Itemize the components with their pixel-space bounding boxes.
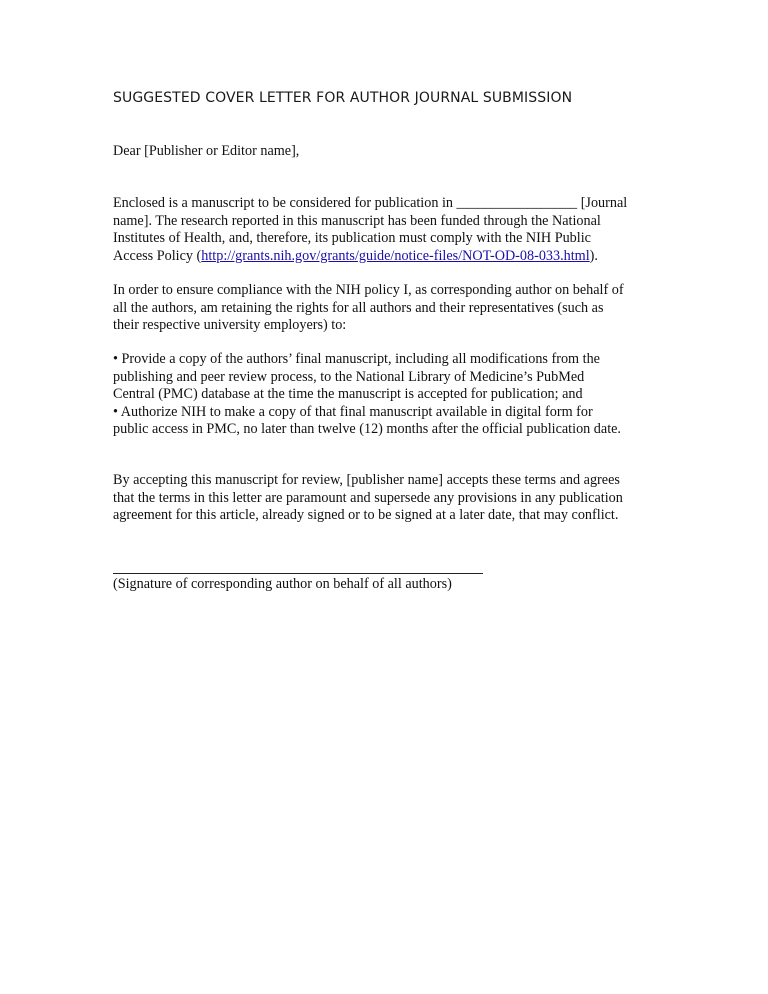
bullet-item-line: • Provide a copy of the authors’ final manuscript, including all modifications from the: [113, 351, 600, 367]
paragraph-line-with-link: [113, 248, 673, 266]
paragraph-line: their respective university employers) to:: [113, 317, 347, 333]
paragraph-line: name]. The research reported in this manuscript has been funded through the National: [113, 212, 601, 229]
bullet-item-line: • Authorize NIH to make a copy of that final manuscript available in digital form for: [113, 403, 593, 420]
document-title: SUGGESTED COVER LETTER FOR AUTHOR JOURNAL SUBMISSION: [113, 90, 573, 106]
nih-policy-link[interactable]: http://grants.nih.gov/grants/guide/notice-files/NOT-OD-08-033.html: [201, 247, 590, 264]
paragraph-line: agreement for this article, already signed or to be signed at a later date, that may conflict.: [113, 507, 619, 523]
link-suffix: ).: [589, 247, 598, 264]
paragraph-line: In order to ensure compliance with the NIH policy I, as corresponding author on behalf of: [113, 282, 624, 298]
paragraph-line: Enclosed is a manuscript to be considered for publication in _________________ [Journal: [113, 195, 628, 211]
bullet-list: [113, 351, 673, 439]
link-prefix: Access Policy (: [113, 247, 202, 264]
bullet-item-line: Central (PMC) database at the time the manuscript is accepted for publication; and: [113, 386, 583, 402]
salutation: Dear [Publisher or Editor name],: [113, 143, 300, 159]
paragraph-line: Institutes of Health, and, therefore, its publication must comply with the NIH Public: [113, 230, 591, 246]
paragraph-acceptance-terms: [113, 472, 673, 525]
paragraph-line: all the authors, am retaining the rights for all authors and their representatives (such as: [113, 299, 604, 316]
paragraph-line: By accepting this manuscript for review, [publisher name] accepts these terms and agrees: [113, 472, 620, 488]
paragraph-compliance: [113, 282, 673, 335]
bullet-item-line: publishing and peer review process, to the National Library of Medicine’s PubMed: [113, 368, 585, 385]
paragraph-enclosed-manuscript: [113, 195, 673, 265]
bullet-item-line: public access in PMC, no later than twelve (12) months after the official publication date.: [113, 421, 621, 437]
signature-caption: (Signature of corresponding author on behalf of all authors): [113, 576, 452, 592]
paragraph-line: that the terms in this letter are paramount and supersede any provisions in any publication: [113, 489, 623, 506]
signature-line: [113, 573, 483, 574]
